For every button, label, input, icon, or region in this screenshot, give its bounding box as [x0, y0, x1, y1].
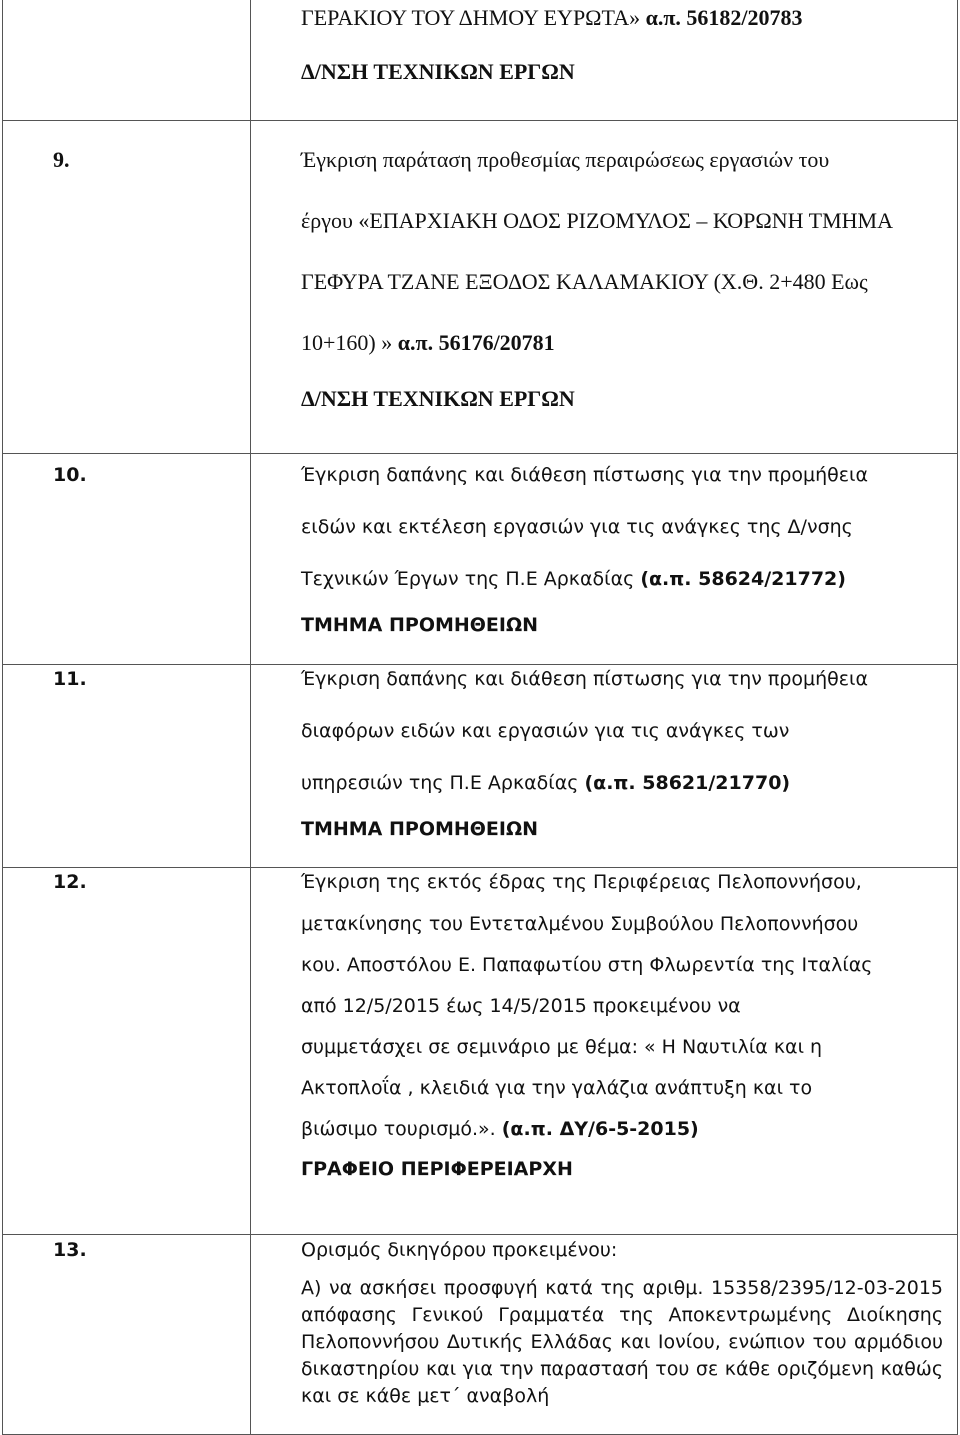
item-number-cell	[3, 0, 251, 121]
reference-number: (α.π. 58624/21772)	[640, 568, 846, 590]
reference-number: (α.π. ΔΥ/6-5-2015)	[501, 1118, 699, 1140]
item-text: βιώσιμο τουρισμό.».	[301, 1118, 496, 1140]
item-text: υπηρεσιών της Π.Ε Αρκαδίας	[301, 772, 579, 794]
department-label: Δ/ΝΣΗ ΤΕΧΝΙΚΩΝ ΕΡΓΩΝ	[301, 386, 575, 411]
agenda-row-12	[3, 868, 958, 1235]
item-text-line: Έγκριση της εκτός έδρας της Περιφέρειας Πελοποννήσου,	[301, 871, 862, 893]
item-text: 10+160) »	[301, 330, 393, 355]
reference-number: α.π. 56176/20781	[397, 330, 555, 355]
item-body-cell	[251, 665, 958, 868]
item-text-line: έργου «ΕΠΑΡΧΙΑΚΗ ΟΔΟΣ ΡΙΖΟΜΥΛΟΣ – ΚΟΡΩΝΗ ΤΜΗΜΑ	[301, 208, 893, 233]
agenda-row-11	[3, 665, 958, 868]
item-text-line: ειδών και εκτέλεση εργασιών για τις ανάγκες της Δ/νσης	[301, 516, 853, 538]
item-text-line	[301, 5, 945, 31]
agenda-table	[2, 0, 958, 1435]
item-text-line: Ακτοπλοΐα , κλειδιά για την γαλάζια ανάπτυξη και το	[301, 1077, 813, 1099]
item-number: 12.	[53, 871, 87, 893]
item-paragraph: Α) να ασκήσει προσφυγή κατά της αριθμ. 15358/2395/12-03-2015 απόφασης Γενικού Γραμματέα της Αποκεντρωμένης Διοίκησης Πελοποννήσου Δυτικής Ελλάδας και Ιονίου, ενώπιον του αρμόδιου δικαστηρίου και για την παραστασή του σε κάθε οριζόμενη καθώς και σε κάθε μετ΄ αναβολή	[301, 1277, 943, 1407]
agenda-row-13	[3, 1235, 958, 1435]
item-text-line: μετακίνησης του Εντεταλμένου Συμβούλου Πελοποννήσου	[301, 913, 859, 935]
item-text-line: συμμετάσχει σε σεμινάριο με θέμα: « Η Ναυτιλία και η	[301, 1036, 823, 1058]
item-number-cell	[3, 454, 251, 665]
item-text-line	[301, 1118, 945, 1140]
item-text-line	[301, 568, 945, 590]
item-text-line: κου. Αποστόλου Ε. Παπαφωτίου στη Φλωρεντία της Ιταλίας	[301, 954, 873, 976]
department-label: ΓΡΑΦΕΙΟ ΠΕΡΙΦΕΡΕΙΑΡΧΗ	[301, 1158, 573, 1180]
item-number: 10.	[53, 464, 87, 486]
agenda-row-9	[3, 121, 958, 454]
item-body-cell	[251, 1235, 958, 1435]
item-number-cell	[3, 121, 251, 454]
item-number-cell	[3, 665, 251, 868]
item-text-line: Έγκριση δαπάνης και διάθεση πίστωσης για την προμήθεια	[301, 668, 868, 690]
department-label: ΤΜΗΜΑ ΠΡΟΜΗΘΕΙΩΝ	[301, 614, 539, 636]
item-text-line: Ορισμός δικηγόρου προκειμένου:	[301, 1239, 618, 1261]
reference-number: α.π. 56182/20783	[645, 5, 803, 30]
item-text: ΓΕΡΑΚΙΟΥ ΤΟΥ ΔΗΜΟΥ ΕΥΡΩΤΑ»	[301, 5, 641, 30]
item-number: 9.	[53, 147, 70, 172]
agenda-row-10	[3, 454, 958, 665]
item-number-cell	[3, 868, 251, 1235]
item-body-cell	[251, 0, 958, 121]
item-text-line	[301, 330, 945, 356]
item-text-line: Έγκριση παράταση προθεσμίας περαιρώσεως εργασιών του	[301, 147, 830, 172]
item-text-line: ΓΕΦΥΡΑ ΤΖΑΝΕ ΕΞΟΔΟΣ ΚΑΛΑΜΑΚΙΟΥ (Χ.Θ. 2+480 Εως	[301, 269, 868, 294]
reference-number: (α.π. 58621/21770)	[584, 772, 791, 794]
department-label: ΤΜΗΜΑ ΠΡΟΜΗΘΕΙΩΝ	[301, 818, 539, 840]
item-number-cell	[3, 1235, 251, 1435]
item-number: 11.	[53, 668, 87, 690]
item-text-line: Έγκριση δαπάνης και διάθεση πίστωσης για την προμήθεια	[301, 464, 868, 486]
item-body-cell	[251, 868, 958, 1235]
item-text-line: από 12/5/2015 έως 14/5/2015 προκειμένου να	[301, 995, 741, 1017]
item-text-line	[301, 772, 945, 794]
item-body-cell	[251, 454, 958, 665]
item-text-line: διαφόρων ειδών και εργασιών για τις ανάγκες των	[301, 720, 790, 742]
item-body-cell	[251, 121, 958, 454]
item-number: 13.	[53, 1239, 87, 1261]
item-text: Τεχνικών Έργων της Π.Ε Αρκαδίας	[301, 568, 635, 590]
agenda-row-8-continuation	[3, 0, 958, 121]
department-label: Δ/ΝΣΗ ΤΕΧΝΙΚΩΝ ΕΡΓΩΝ	[301, 59, 575, 84]
